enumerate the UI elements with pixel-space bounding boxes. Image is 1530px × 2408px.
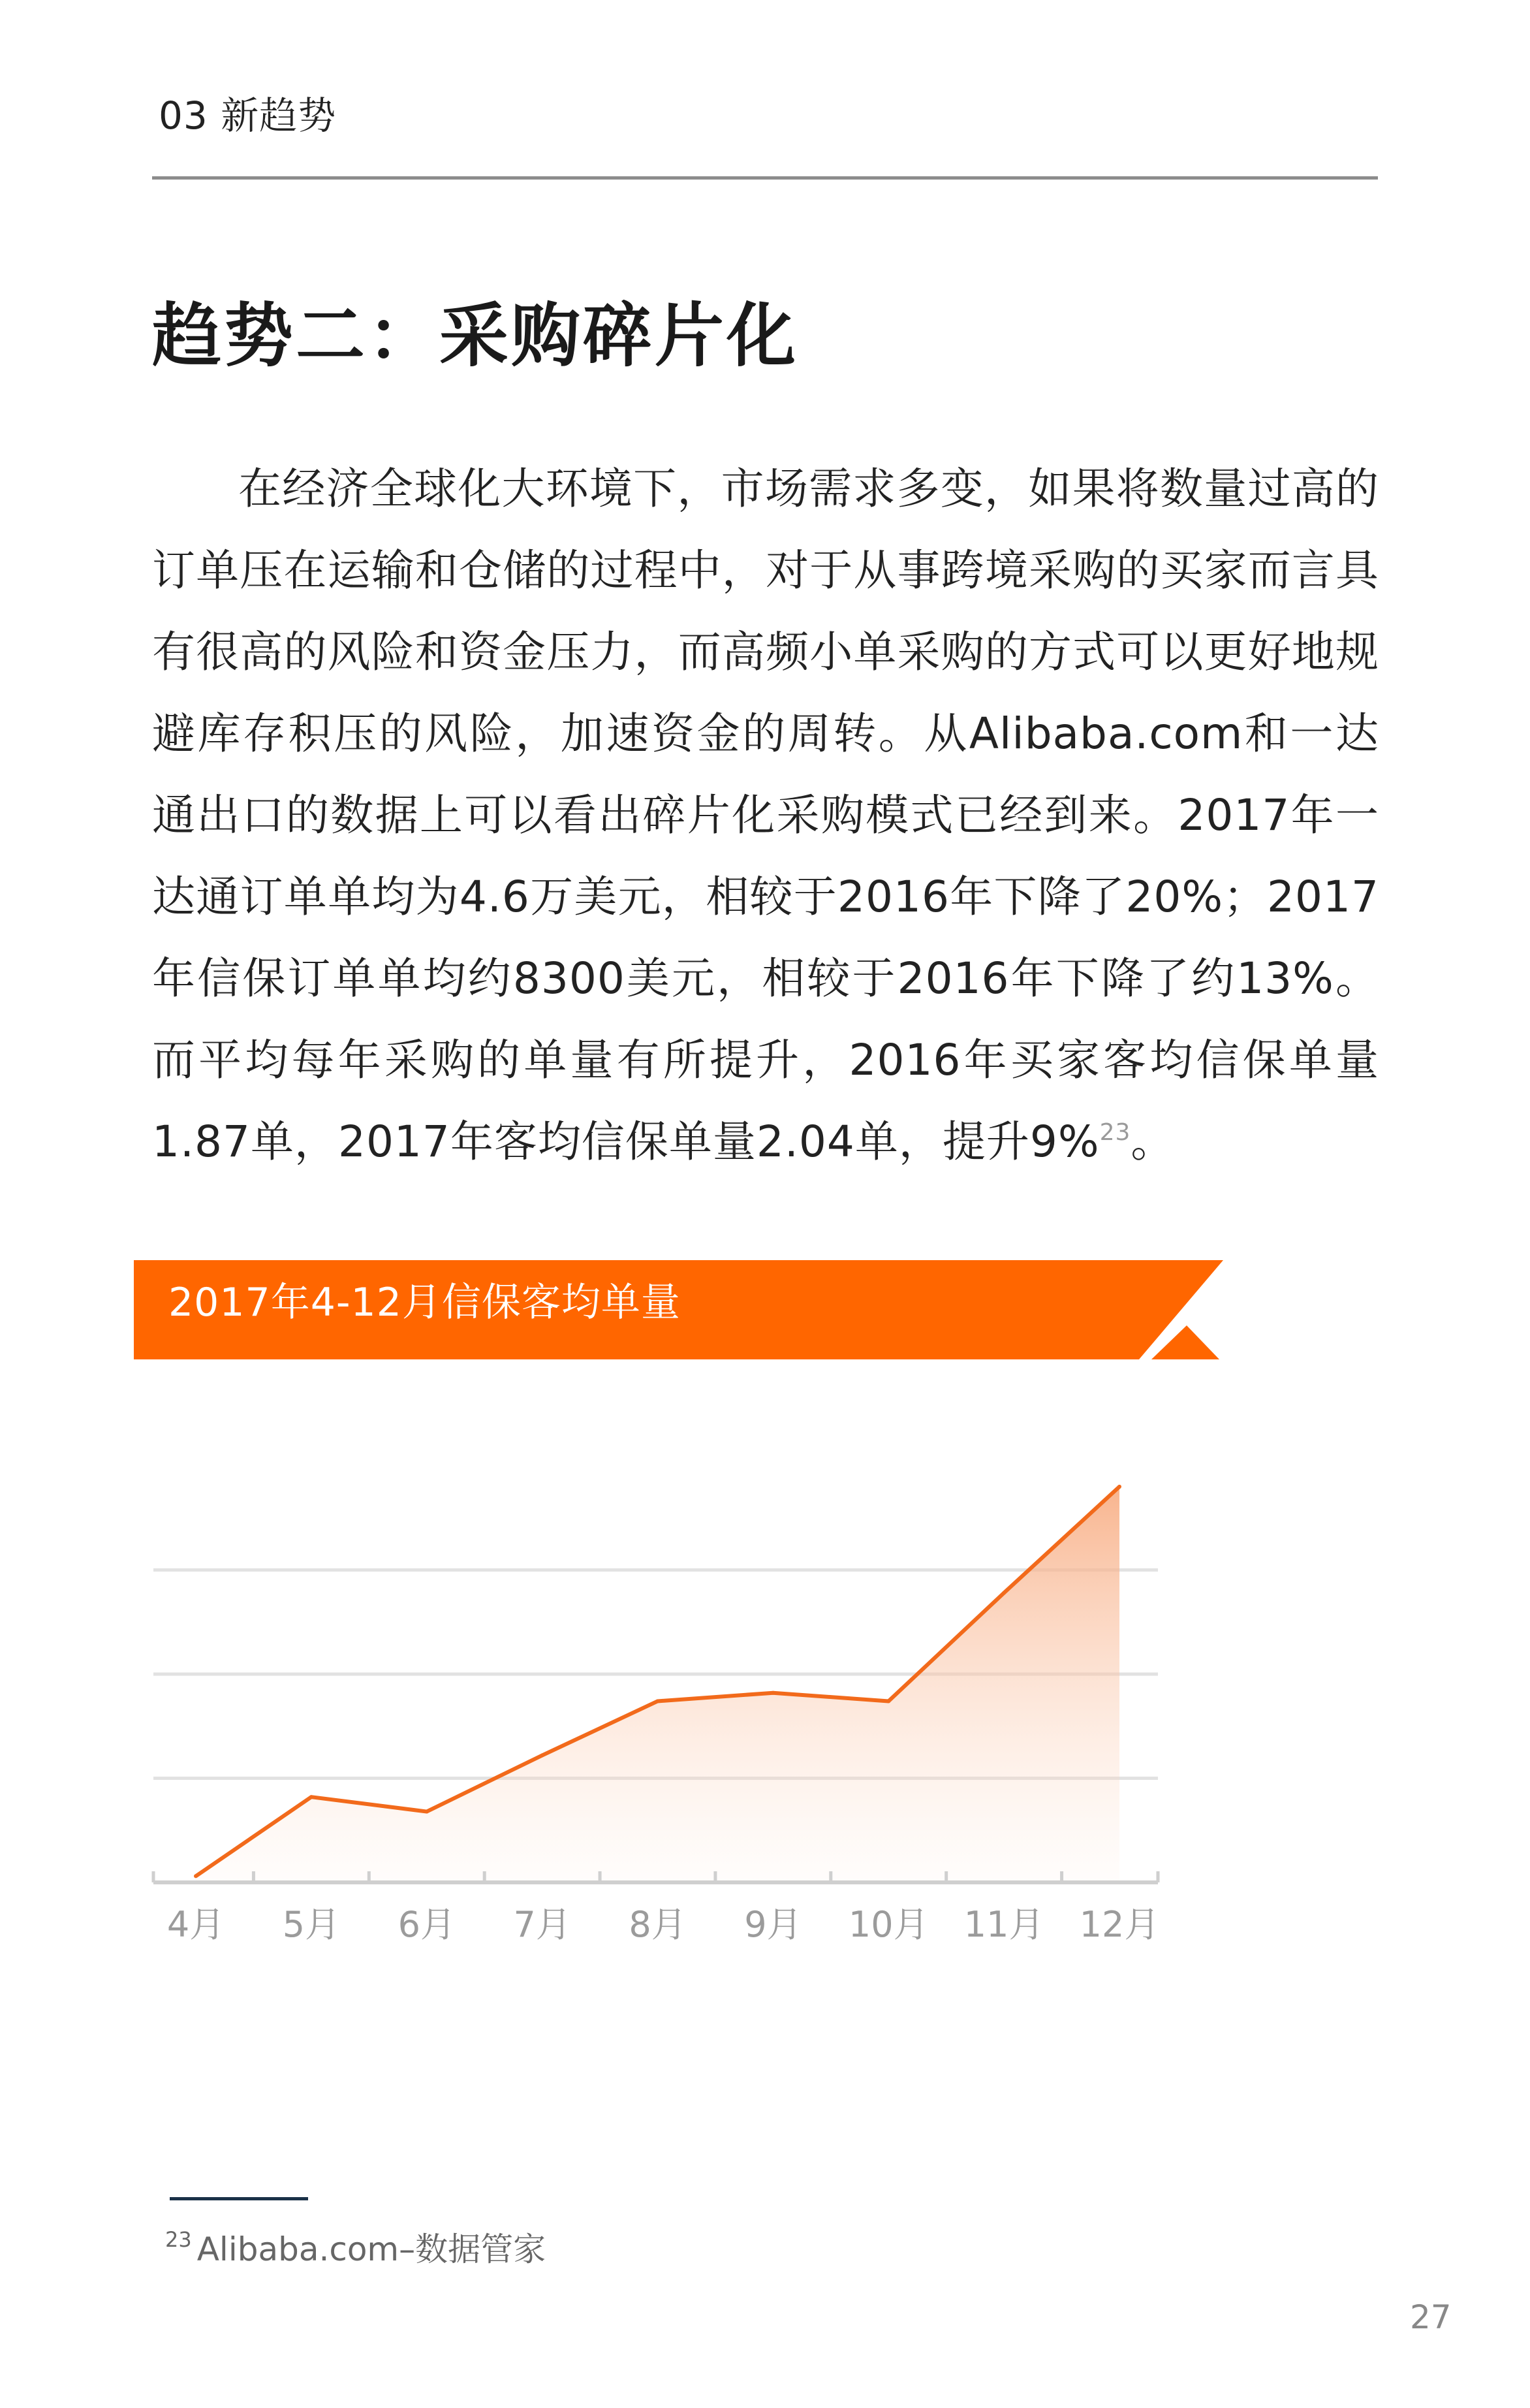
footnote-reference: 23 [1099,1119,1131,1146]
x-tick-label: 10月 [848,1904,929,1945]
chart-title: 2017年4-12月信保客均单量 [168,1280,681,1325]
x-tick-label: 12月 [1079,1904,1160,1945]
x-tick-label: 7月 [513,1904,571,1945]
footnote [165,2227,546,2268]
body-paragraph-end: 。 [1131,1117,1175,1167]
data-point [656,1699,660,1703]
data-point [540,1753,544,1757]
x-tick-label: 4月 [166,1904,225,1945]
data-point [886,1699,890,1703]
data-point [194,1874,198,1878]
section-label: 03 新趋势 [159,93,337,138]
footnote-text: Alibaba.com–数据管家 [196,2230,546,2268]
data-point [1117,1485,1121,1489]
area-fill [196,1487,1119,1882]
footnote-divider [170,2197,308,2200]
x-tick-label: 5月 [282,1904,341,1945]
x-tick-label: 8月 [629,1904,687,1945]
x-tick-label: 11月 [963,1904,1044,1945]
data-point [309,1795,313,1799]
page-number: 27 [1410,2298,1452,2336]
body-paragraph-text: 在经济全球化大环境下，市场需求多变，如果将数量过高的订单压在运输和仓储的过程中，对于从事跨境采购的买家而言具有很高的风险和资金压力，而高频小单采购的方式可以更好地规避库存积压的风险，加速资金的周转。从Alibaba.com和一达通出口的数据上可以看出碎片化采购模式已经到来。2017年一达通订单单均为4.6万美元，相较于2016年下降了20%；2017年信保订单单均约8300美元，相较于2016年下降了约13%。而平均每年采购的单量有所提升，2016年买家客均信保单量1.87单，2017年客均信保单量2.04单，提升9% [152,464,1379,1167]
page-title: 趋势二：采购碎片化 [152,296,798,376]
data-point [771,1691,775,1695]
x-tick-label: 9月 [744,1904,802,1945]
data-point [1002,1591,1006,1595]
data-point [425,1810,429,1814]
x-tick-label: 6月 [398,1904,456,1945]
footnote-number: 23 [165,2227,192,2252]
